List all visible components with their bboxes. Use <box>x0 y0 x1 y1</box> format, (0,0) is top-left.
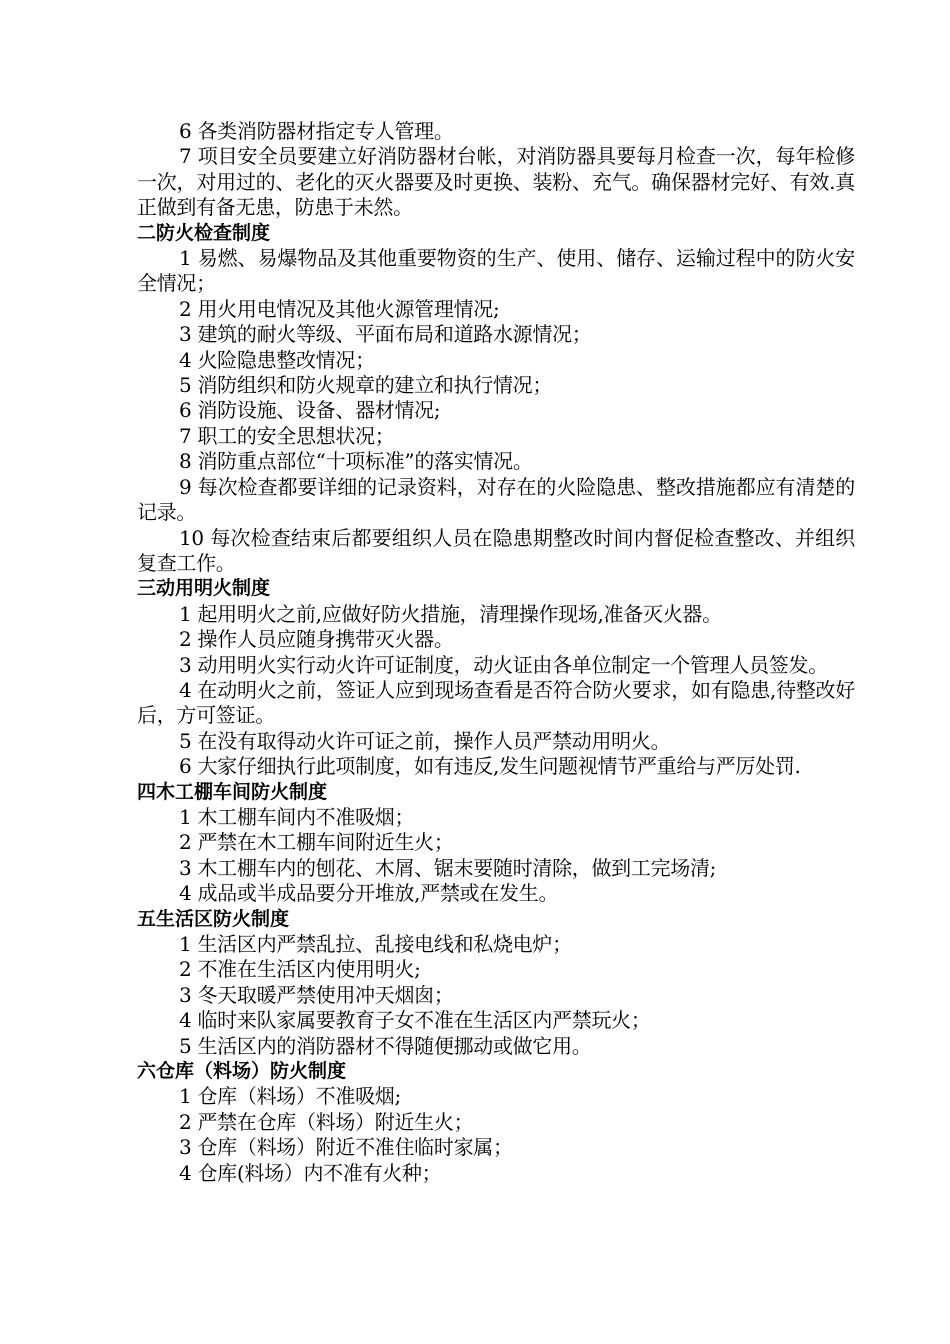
list-item: 4 在动明火之前，签证人应到现场查看是否符合防火要求，如有隐患,待整改好后，方可签证。 <box>137 677 855 728</box>
list-item: 4 临时来队家属要教育子女不准在生活区内严禁玩火； <box>179 1008 651 1033</box>
list-item: 2 不准在生活区内使用明火; <box>179 957 421 982</box>
section-heading: 二防火检查制度 <box>137 221 271 244</box>
list-item: 5 在没有取得动火许可证之前，操作人员严禁动用明火。 <box>179 728 671 753</box>
intro-item-6: 6 各类消防器材指定专人管理。 <box>179 119 454 143</box>
section-warehouse <box>137 1059 855 1186</box>
list-item: 1 生活区内严禁乱拉、乱接电线和私烧电炉； <box>179 932 572 956</box>
list-item: 3 仓库（料场）附近不准住临时家属； <box>179 1135 513 1160</box>
list-item: 5 消防组织和防火规章的建立和执行情况； <box>179 373 553 398</box>
list-item: 6 消防设施、设备、器材情况; <box>179 398 441 423</box>
list-item: 3 木工棚车内的刨花、木屑、锯末要随时清除，做到工完场清; <box>179 855 717 880</box>
list-item: 1 易燃、易爆物品及其他重要物资的生产、使用、储存、运输过程中的防火安全情况； <box>137 246 855 296</box>
list-item: 3 冬天取暖严禁使用冲天烟囱； <box>179 982 454 1007</box>
list-item: 2 操作人员应随身携带灭火器。 <box>179 627 454 652</box>
list-item: 10 每次检查结束后都要组织人员在隐患期整改时间内督促检查整改、并组织复查工作。 <box>137 525 855 575</box>
list-item: 2 严禁在仓库（料场）附近生火； <box>179 1109 474 1134</box>
list-item: 9 每次检查都要详细的记录资料，对存在的火险隐患、整改措施都应有清楚的记录。 <box>137 474 855 525</box>
list-item: 1 起用明火之前,应做好防火措施，清理操作现场,准备灭火器。 <box>179 601 722 626</box>
list-item: 1 木工棚车间内不准吸烟； <box>179 804 415 829</box>
section-open-flame <box>137 576 855 779</box>
list-item: 3 动用明火实行动火许可证制度，动火证由各单位制定一个管理人员签发。 <box>179 652 828 677</box>
section-living-area <box>137 907 855 1059</box>
list-item: 5 生活区内的消防器材不得随便挪动或做它用。 <box>179 1033 592 1058</box>
list-item: 8 消防重点部位“十项标准”的落实情况。 <box>179 449 533 474</box>
list-item: 3 建筑的耐火等级、平面布局和道路水源情况； <box>179 322 592 347</box>
list-item: 6 大家仔细执行此项制度，如有违反,发生问题视情节严重给与严厉处罚. <box>179 754 801 779</box>
list-item: 4 火险隐患整改情况； <box>179 347 375 372</box>
list-item: 1 仓库（料场）不准吸烟; <box>179 1084 401 1109</box>
list-item: 2 严禁在木工棚车间附近生火； <box>179 830 454 855</box>
intro-item-7: 7 项目安全员要建立好消防器材台帐，对消防器具要每月检查一次，每年检修一次，对用过的、老化的灭火器要及时更换、装粉、充气。确保器材完好、有效.真正做到有备无患，防患于未然。 <box>137 144 855 220</box>
section-heading: 三动用明火制度 <box>137 577 271 600</box>
section-heading: 五生活区防火制度 <box>137 907 290 930</box>
section-woodshop <box>137 780 855 907</box>
list-item: 7 职工的安全思想状况； <box>179 423 395 448</box>
document-page <box>137 119 855 1186</box>
section-fire-inspection <box>137 221 855 577</box>
section-heading: 六仓库（料场）防火制度 <box>137 1060 347 1083</box>
list-item: 4 成品或半成品要分开堆放,严禁或在发生。 <box>179 881 559 906</box>
section-heading: 四木工棚车间防火制度 <box>137 780 328 803</box>
list-item: 4 仓库(料场）内不准有火种； <box>179 1160 442 1185</box>
list-item: 2 用火用电情况及其他火源管理情况; <box>179 296 500 321</box>
